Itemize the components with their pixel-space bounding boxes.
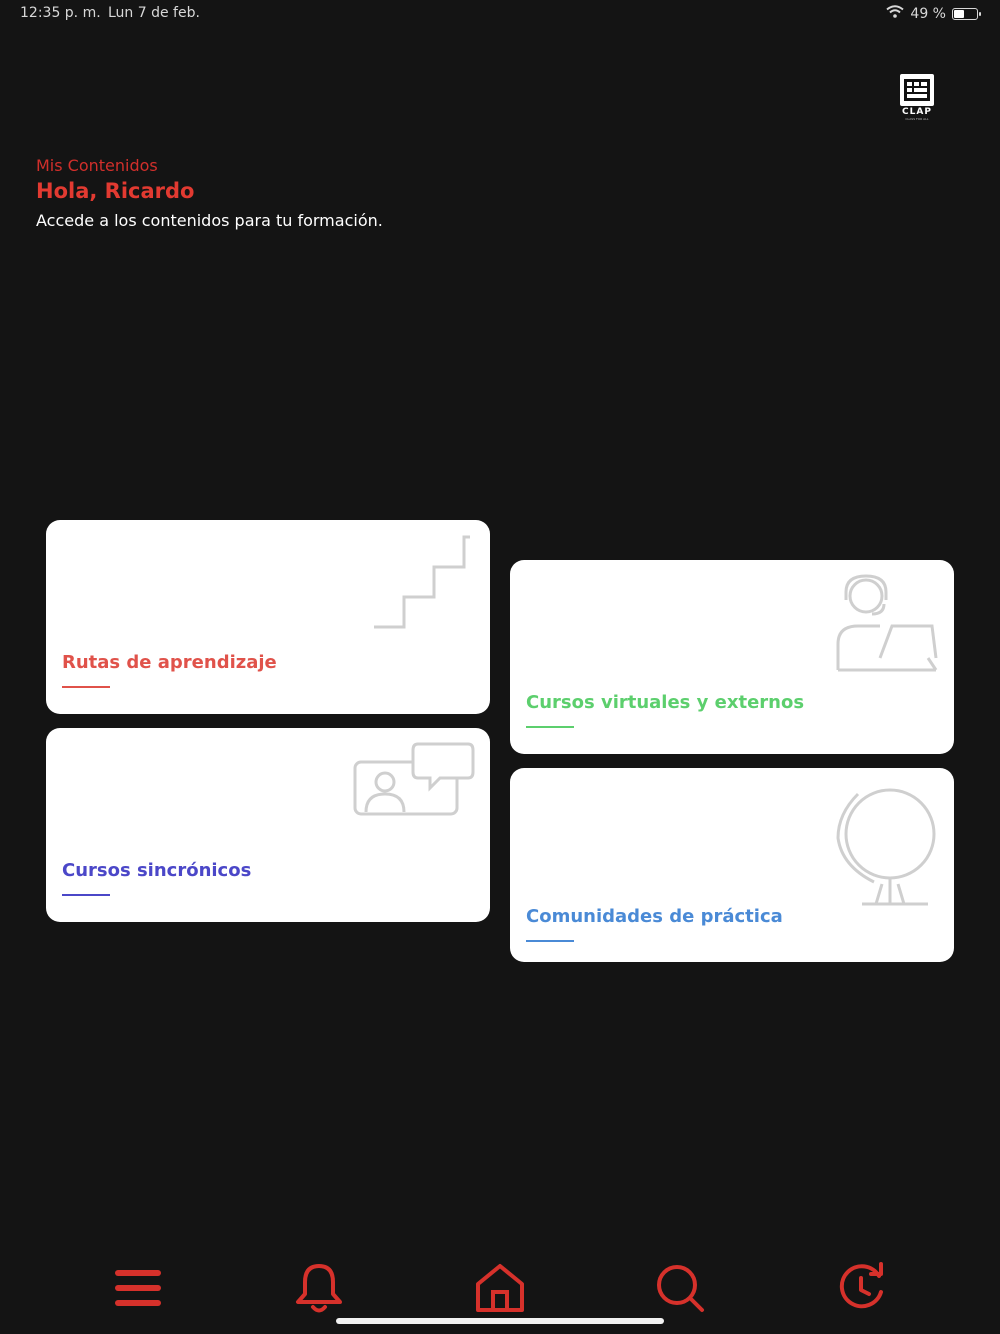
status-time: 12:35 p. m.	[20, 5, 101, 21]
nav-search-button[interactable]	[650, 1258, 710, 1318]
nav-menu-button[interactable]	[108, 1258, 168, 1318]
clap-logo	[900, 74, 934, 120]
battery-icon	[952, 8, 978, 20]
card-label: Rutas de aprendizaje	[62, 652, 277, 673]
card-label: Cursos virtuales y externos	[526, 692, 805, 713]
greeting-subtitle: Accede a los contenidos para tu formación.	[36, 211, 383, 230]
menu-icon	[113, 1268, 163, 1308]
search-icon	[654, 1262, 706, 1314]
nav-history-button[interactable]	[832, 1258, 892, 1318]
home-icon	[474, 1262, 526, 1314]
card-comunidades-practica[interactable]	[510, 768, 954, 962]
bell-icon	[294, 1262, 344, 1314]
clap-logo-mark	[900, 74, 934, 106]
card-underline	[526, 940, 574, 942]
battery-fill	[954, 10, 964, 18]
card-underline	[526, 726, 574, 728]
globe-icon	[836, 782, 940, 908]
clap-logo-subtext: CLASS FOR ALL	[905, 117, 929, 121]
home-indicator[interactable]	[336, 1318, 664, 1324]
card-underline	[62, 894, 110, 896]
video-chat-icon	[352, 742, 476, 816]
card-label: Cursos sincrónicos	[62, 860, 252, 881]
stairs-icon	[372, 534, 476, 630]
status-bar	[0, 0, 1000, 26]
bottom-nav	[0, 1250, 1000, 1320]
nav-notifications-button[interactable]	[289, 1258, 349, 1318]
history-icon	[835, 1262, 889, 1314]
card-label: Comunidades de práctica	[526, 906, 783, 927]
nav-home-button[interactable]	[470, 1258, 530, 1318]
wifi-icon	[886, 5, 904, 22]
status-right	[886, 5, 978, 22]
section-kicker: Mis Contenidos	[36, 156, 158, 175]
status-date: Lun 7 de feb.	[108, 5, 200, 21]
clap-logo-text: CLAP	[902, 107, 932, 117]
battery-percent: 49 %	[910, 5, 946, 22]
card-cursos-sincronicos[interactable]	[46, 728, 490, 922]
card-underline	[62, 686, 110, 688]
greeting-title: Hola, Ricardo	[36, 179, 195, 203]
card-rutas-aprendizaje[interactable]	[46, 520, 490, 714]
support-agent-icon	[836, 574, 940, 674]
card-cursos-virtuales[interactable]	[510, 560, 954, 754]
